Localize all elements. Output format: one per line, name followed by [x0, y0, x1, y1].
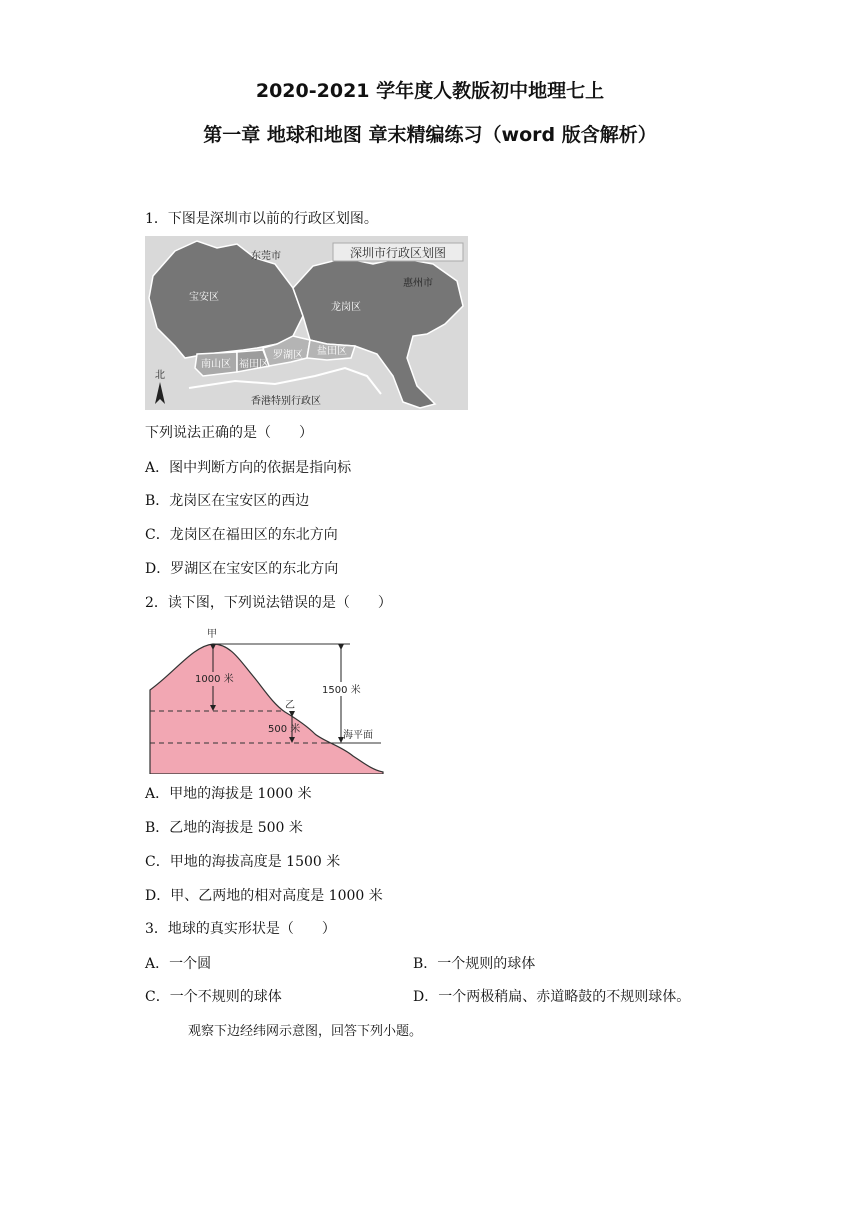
subquestion-note: 观察下边经纬网示意图，回答下列小题。	[188, 1024, 423, 1039]
map-label-baoan: 宝安区	[189, 292, 219, 303]
map-label-hongkong: 香港特别行政区	[251, 396, 321, 407]
q1-prompt: 下列说法正确的是（ ）	[145, 425, 313, 441]
map-label-nanshan: 南山区	[201, 359, 231, 370]
document-title-line2: 第一章 地球和地图 章末精编练习（word 版含解析）	[203, 124, 657, 146]
q3-option-b: B．一个规则的球体	[413, 956, 536, 972]
q1-stem: 1．下图是深圳市以前的行政区划图。	[145, 211, 378, 227]
map-title: 深圳市行政区划图	[349, 246, 447, 260]
map-label-yantian: 盐田区	[317, 346, 347, 357]
q3-option-c: C．一个不规则的球体	[145, 989, 282, 1005]
q2-option-b: B．乙地的海拔是 500 米	[145, 820, 303, 836]
profile-label-sea-level: 海平面	[343, 730, 373, 741]
map-label-luohu: 罗湖区	[273, 350, 303, 361]
q1-option-a: A．图中判断方向的依据是指向标	[145, 460, 352, 476]
profile-label-jia: 甲	[207, 629, 217, 640]
q2-stem: 2．读下图，下列说法错误的是（ ）	[145, 595, 392, 611]
q1-option-b: B．龙岗区在宝安区的西边	[145, 493, 310, 509]
profile-label-500m: 500 米	[268, 724, 301, 735]
map-north-label: 北	[155, 370, 165, 381]
profile-label-1000m: 1000 米	[195, 674, 234, 685]
q3-option-a: A．一个圆	[145, 956, 212, 972]
terrain-profile-diagram	[145, 622, 385, 774]
q3-option-d: D．一个两极稍扁、赤道略鼓的不规则球体。	[413, 989, 691, 1005]
map-label-longgang: 龙岗区	[331, 302, 361, 313]
profile-label-yi: 乙	[285, 700, 295, 711]
q2-option-a: A．甲地的海拔是 1000 米	[145, 786, 312, 802]
shenzhen-district-map	[145, 236, 468, 410]
document-title-line1: 2020-2021 学年度人教版初中地理七上	[255, 80, 605, 102]
map-label-huizhou: 惠州市	[403, 278, 433, 289]
map-label-dongguan: 东莞市	[251, 251, 281, 262]
q2-option-d: D．甲、乙两地的相对高度是 1000 米	[145, 888, 383, 904]
q1-option-c: C．龙岗区在福田区的东北方向	[145, 527, 338, 543]
profile-label-1500m: 1500 米	[322, 685, 361, 696]
map-label-futian: 福田区	[239, 359, 269, 370]
q2-option-c: C．甲地的海拔高度是 1500 米	[145, 854, 341, 870]
q3-stem: 3．地球的真实形状是（ ）	[145, 921, 336, 937]
q1-option-d: D．罗湖区在宝安区的东北方向	[145, 561, 339, 577]
